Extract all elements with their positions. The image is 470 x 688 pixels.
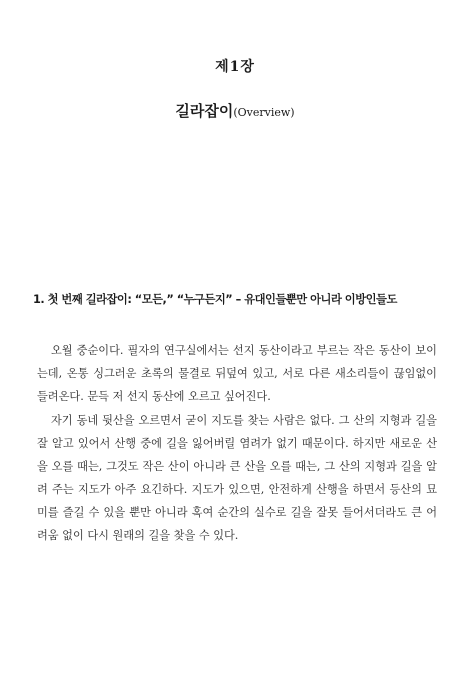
chapter-title-text: 길라잡이 — [175, 102, 234, 120]
chapter-number: 제1장 — [215, 59, 255, 75]
body-paragraph: 자기 동네 뒷산을 오르면서 굳이 지도를 찾는 사람은 없다. 그 산의 지형과 길을 잘 알고 있어서 산행 중에 길을 잃어버릴 염려가 없기 때문이다. 하지만 새로운 산을 오를 때는, 그것도 작은 산이 아니라 큰 산을 오를 때는, 그 산의 지형과 길을 알려 주는 지도가 아주 요긴하다. 지도가 있으면, 안전하게 산행을 하면서 등산의 묘미를 즐길 수 있을 뿐만 아니라 혹여 순간의 실수로 길을 잘못 들어서더라도 큰 어려움 없이 다시 원래의 길을 찾을 수 있다. — [37, 414, 437, 542]
chapter-subtitle: (Overview) — [233, 106, 295, 119]
chapter-title — [0, 100, 470, 121]
section-heading: 1. 첫 번째 길라잡이: “모든,” “누구든지” – 유대인들뿐만 아니라 이방인들도 — [33, 293, 397, 306]
body-paragraph: 오월 중순이다. 필자의 연구실에서는 선지 동산이라고 부르는 작은 동산이 보이는데, 온통 싱그러운 초록의 물결로 뒤덮여 있고, 서로 다른 새소리들이 끊임없이 들려온다. 문득 저 선지 동산에 오르고 싶어진다. — [37, 344, 437, 403]
